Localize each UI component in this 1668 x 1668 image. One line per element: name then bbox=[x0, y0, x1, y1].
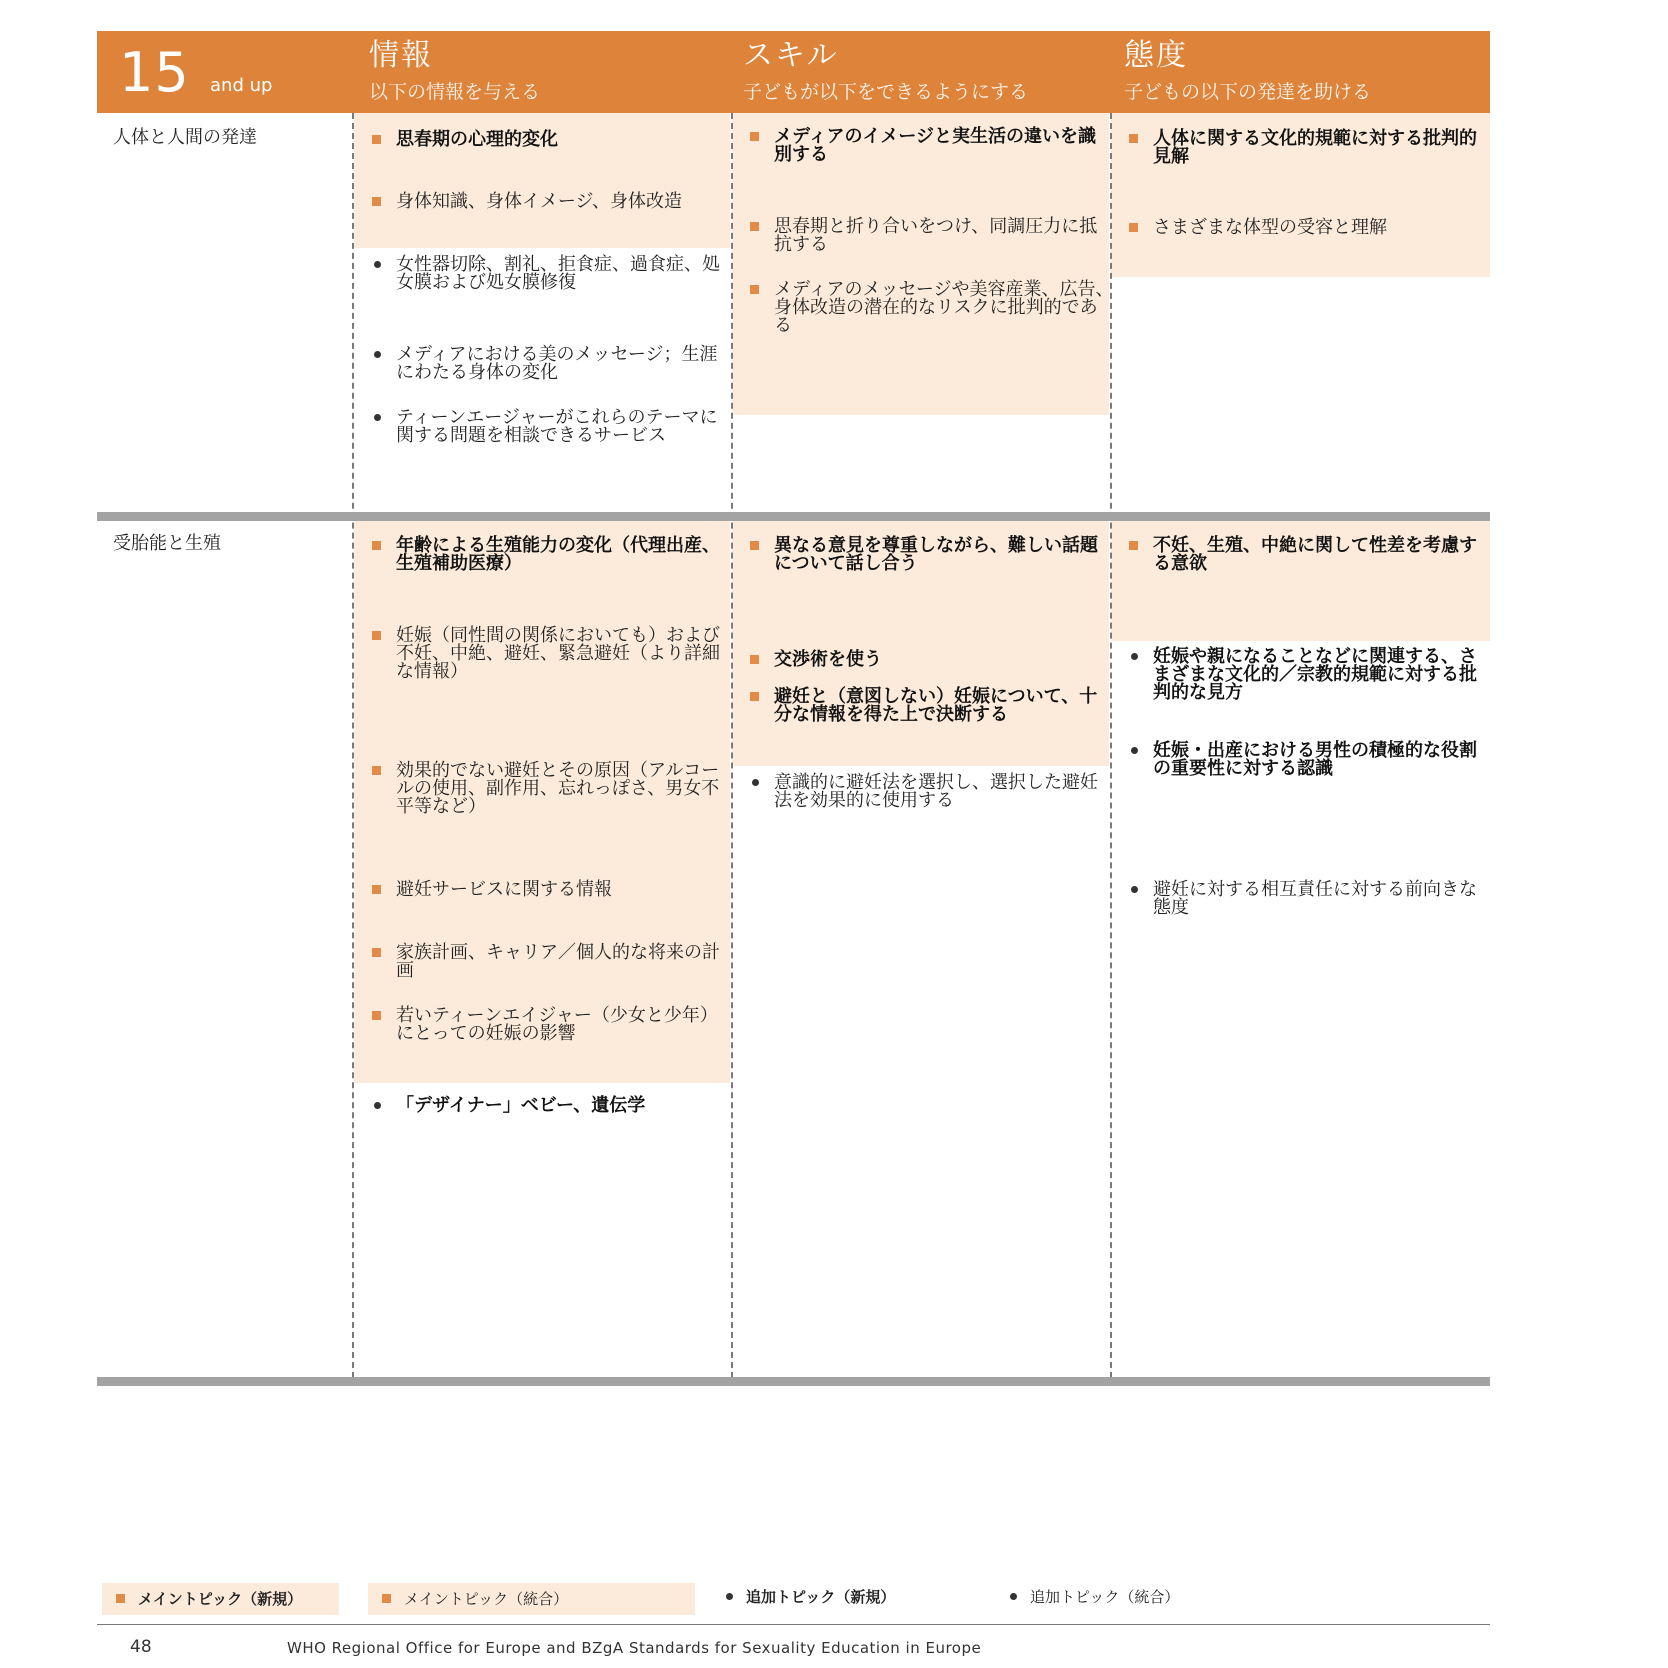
main-topic-marker bbox=[372, 135, 381, 144]
list-item: 不妊、生殖、中絶に関して性差を考慮する意欲 bbox=[1129, 537, 1483, 573]
legend-additional-new: 追加トピック（新規） bbox=[724, 1588, 895, 1606]
additional-topic-dot bbox=[726, 1593, 733, 1600]
main-topic-marker bbox=[382, 1594, 391, 1603]
main-topic-marker bbox=[1129, 223, 1138, 232]
main-topic-marker bbox=[372, 631, 381, 640]
row-label-fertility-reproduction: 受胎能と生殖 bbox=[113, 533, 221, 554]
additional-topic-dot bbox=[374, 1102, 381, 1109]
column-title-info: 情報 bbox=[369, 38, 433, 73]
main-topic-marker bbox=[750, 285, 759, 294]
column-subtitle-attitudes: 子どもの以下の発達を助ける bbox=[1124, 81, 1372, 103]
main-topic-marker bbox=[750, 692, 759, 701]
column-subtitle-skills: 子どもが以下をできるようにする bbox=[743, 81, 1029, 103]
main-topic-marker bbox=[1129, 134, 1138, 143]
list-item: 妊娠・出産における男性の積極的な役割の重要性に対する認識 bbox=[1129, 742, 1493, 778]
list-item: メディアのイメージと実生活の違いを識別する bbox=[750, 128, 1106, 164]
row-divider bbox=[97, 512, 1490, 521]
list-item: さまざまな体型の受容と理解 bbox=[1129, 219, 1493, 237]
list-item: 妊娠や親になることなどに関連する、さまざまな文化的／宗教的規範に対する批判的な見方 bbox=[1129, 648, 1493, 702]
list-item: 効果的でない避妊とその原因（アルコールの使用、副作用、忘れっぽさ、男女不平等など） bbox=[372, 762, 732, 816]
list-item: メディアのメッセージや美容産業、広告、身体改造の潜在的なリスクに批判的である bbox=[750, 281, 1114, 335]
page-number: 48 bbox=[130, 1637, 152, 1657]
main-topic-marker bbox=[372, 197, 381, 206]
list-item: 意識的に避妊法を選択し、選択した避妊法を効果的に使用する bbox=[750, 774, 1114, 810]
list-item: 女性器切除、割礼、拒食症、過食症、処女膜および処女膜修復 bbox=[372, 256, 732, 292]
main-topic-marker bbox=[372, 948, 381, 957]
column-title-skills: スキル bbox=[743, 38, 839, 73]
list-item: 家族計画、キャリア／個人的な将来の計画 bbox=[372, 944, 732, 980]
list-item: 身体知識、身体イメージ、身体改造 bbox=[372, 193, 748, 211]
main-topic-marker bbox=[116, 1594, 125, 1603]
main-topic-marker bbox=[372, 1011, 381, 1020]
age-number: 15 bbox=[119, 41, 190, 104]
row-label-body-development: 人体と人間の発達 bbox=[113, 127, 257, 148]
column-subtitle-info: 以下の情報を与える bbox=[369, 81, 541, 103]
additional-topic-dot bbox=[1010, 1593, 1017, 1600]
list-item: 異なる意見を尊重しながら、難しい話題について話し合う bbox=[750, 537, 1106, 573]
age-suffix: and up bbox=[210, 75, 273, 96]
legend-main-integrated: メイントピック（統合） bbox=[382, 1590, 568, 1608]
additional-topic-dot bbox=[374, 414, 381, 421]
list-item: 若いティーンエイジャー（少女と少年）にとっての妊娠の影響 bbox=[372, 1007, 732, 1043]
legend-main-new: メイントピック（新規） bbox=[116, 1590, 302, 1608]
additional-topic-dot bbox=[752, 779, 759, 786]
list-item: 「デザイナー」ベビー、遺伝学 bbox=[372, 1097, 741, 1115]
list-item: 年齢による生殖能力の変化（代理出産、生殖補助医療） bbox=[372, 537, 732, 573]
column-header-info bbox=[369, 37, 540, 105]
list-item: 人体に関する文化的規範に対する批判的見解 bbox=[1129, 130, 1483, 166]
legend-additional-integrated: 追加トピック（統合） bbox=[1008, 1588, 1179, 1606]
main-topic-marker bbox=[1129, 541, 1138, 550]
main-topic-marker bbox=[750, 132, 759, 141]
column-header-attitudes bbox=[1124, 37, 1371, 105]
main-topic-marker bbox=[372, 885, 381, 894]
additional-topic-dot bbox=[374, 261, 381, 268]
main-topic-marker bbox=[372, 766, 381, 775]
main-topic-marker bbox=[750, 655, 759, 664]
main-topic-marker bbox=[750, 222, 759, 231]
list-item: 避妊に対する相互責任に対する前向きな態度 bbox=[1129, 881, 1493, 917]
column-divider bbox=[731, 113, 733, 1378]
list-item: 妊娠（同性間の関係においても）および不妊、中絶、避妊、緊急避妊（より詳細な情報） bbox=[372, 627, 732, 681]
list-item: 思春期の心理的変化 bbox=[372, 131, 732, 149]
additional-topic-dot bbox=[1131, 747, 1138, 754]
additional-topic-dot bbox=[1131, 653, 1138, 660]
additional-topic-dot bbox=[1131, 886, 1138, 893]
list-item: 避妊サービスに関する情報 bbox=[372, 881, 732, 899]
footer-text: WHO Regional Office for Europe and BZgA Standards for Sexuality Education in Europe bbox=[287, 1639, 982, 1657]
column-header-skills bbox=[743, 37, 1028, 105]
list-item: メディアにおける美のメッセージ；生涯にわたる身体の変化 bbox=[372, 346, 732, 382]
column-title-attitudes: 態度 bbox=[1124, 38, 1188, 73]
footer-rule bbox=[97, 1624, 1490, 1625]
row-divider bbox=[97, 1377, 1490, 1386]
list-item: ティーンエージャーがこれらのテーマに関する問題を相談できるサービス bbox=[372, 409, 732, 445]
main-topic-marker bbox=[372, 541, 381, 550]
list-item: 避妊と（意図しない）妊娠について、十分な情報を得た上で決断する bbox=[750, 688, 1114, 724]
column-divider bbox=[352, 113, 354, 1378]
main-topic-marker bbox=[750, 541, 759, 550]
header-band bbox=[97, 31, 1490, 113]
list-item: 思春期と折り合いをつけ、同調圧力に抵抗する bbox=[750, 218, 1106, 254]
list-item: 交渉術を使う bbox=[750, 651, 1114, 669]
additional-topic-dot bbox=[374, 351, 381, 358]
